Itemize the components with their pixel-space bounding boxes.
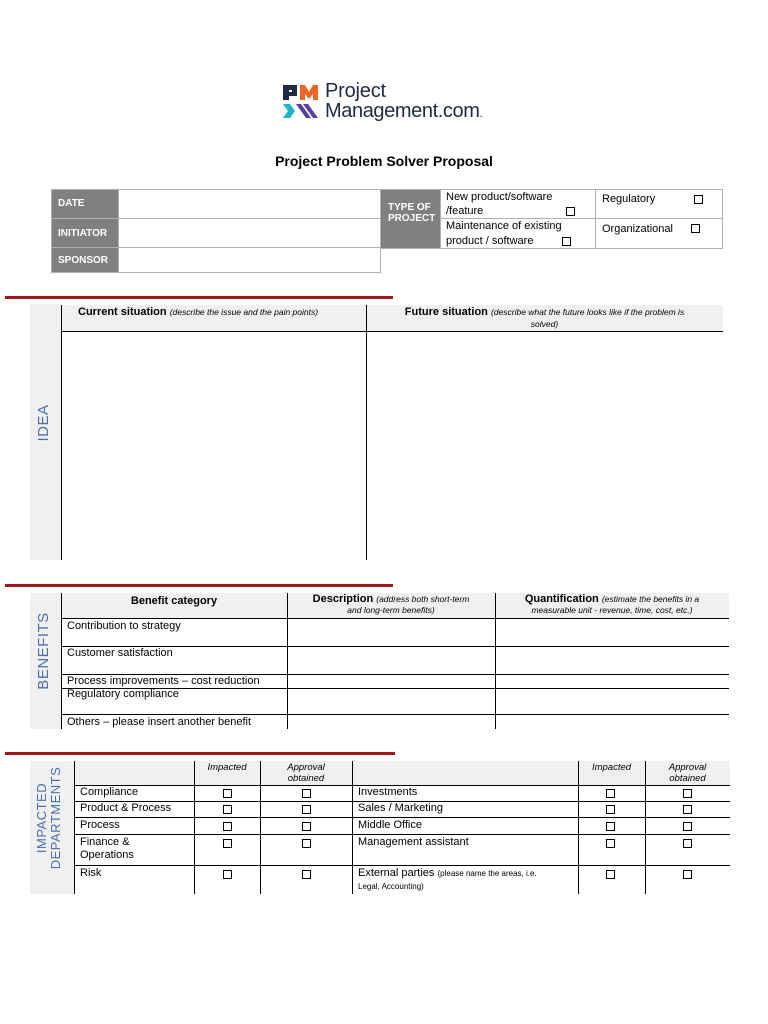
option-maintenance-label: Maintenance of existing — [446, 220, 562, 232]
logo-mark-icon — [281, 83, 321, 123]
middle-office-impacted-checkbox[interactable] — [606, 822, 615, 831]
logo-text-line2: Management.com. — [325, 100, 483, 122]
initiator-label-cell: INITIATOR — [51, 218, 119, 248]
dept-border — [194, 761, 195, 894]
dept-management-assistant: Management assistant — [358, 836, 469, 848]
compliance-impacted-checkbox[interactable] — [223, 789, 232, 798]
product-process-impacted-checkbox[interactable] — [223, 805, 232, 814]
option-new-product[interactable] — [440, 189, 596, 219]
dept-product-process: Product & Process — [80, 802, 172, 814]
approval-header-left: Approval obtained — [287, 762, 325, 784]
dept-border — [260, 761, 261, 894]
dept-compliance: Compliance — [80, 786, 139, 798]
sponsor-label-cell: SPONSOR — [51, 247, 119, 273]
option-regulatory[interactable] — [595, 189, 723, 219]
option-organizational-label: Organizational — [602, 223, 673, 235]
dept-row-border — [74, 834, 730, 835]
sales-marketing-approval-checkbox[interactable] — [683, 805, 692, 814]
quantification-header: Quantification (estimate the benefits in a measurable unit - revenue, time, cost, etc.) — [524, 593, 700, 615]
impacted-header-left: Impacted — [207, 762, 247, 773]
investments-approval-checkbox[interactable] — [683, 789, 692, 798]
sponsor-input[interactable] — [118, 247, 381, 273]
dept-finance-operations: Finance & Operations — [80, 836, 134, 861]
process-impacted-checkbox[interactable] — [223, 822, 232, 831]
external-parties-impacted-checkbox[interactable] — [606, 870, 615, 879]
benefits-row-border — [61, 714, 729, 715]
benefits-left-border — [61, 593, 62, 729]
initiator-input[interactable] — [118, 218, 381, 248]
dept-border — [352, 761, 353, 894]
dept-border — [645, 761, 646, 894]
future-situation-input[interactable] — [367, 332, 723, 560]
finance-operations-impacted-checkbox[interactable] — [223, 839, 232, 848]
section-rule-departments — [5, 752, 395, 755]
sales-marketing-impacted-checkbox[interactable] — [606, 805, 615, 814]
dept-process: Process — [80, 819, 120, 831]
external-parties-approval-checkbox[interactable] — [683, 870, 692, 879]
risk-impacted-checkbox[interactable] — [223, 870, 232, 879]
benefits-col-border-2 — [495, 593, 496, 729]
organizational-checkbox[interactable] — [691, 224, 700, 233]
option-organizational[interactable] — [595, 218, 723, 249]
description-header: Description (address both short-term and long-term benefits) — [312, 593, 470, 615]
idea-side-label: IDEA — [35, 404, 52, 442]
section-rule-idea — [5, 296, 393, 299]
date-label-cell: DATE — [51, 189, 119, 219]
benefit-row-customer: Customer satisfaction — [67, 647, 173, 659]
type-of-project-label-cell: TYPE OF PROJECT — [380, 189, 441, 249]
middle-office-approval-checkbox[interactable] — [683, 822, 692, 831]
benefit-row-process: Process improvements – cost reduction — [67, 675, 260, 687]
investments-impacted-checkbox[interactable] — [606, 789, 615, 798]
current-situation-input[interactable] — [62, 332, 366, 560]
risk-approval-checkbox[interactable] — [302, 870, 311, 879]
dept-external-parties: External parties (please name the areas, i.e. Legal, Accounting) — [358, 867, 537, 891]
option-maintenance-label-2: product / software — [446, 235, 534, 247]
product-process-approval-checkbox[interactable] — [302, 805, 311, 814]
new-product-checkbox[interactable] — [566, 207, 575, 216]
dept-border — [578, 761, 579, 894]
option-maintenance[interactable] — [440, 218, 596, 249]
benefits-side-label: BENEFITS — [35, 612, 52, 690]
date-input[interactable] — [118, 189, 381, 219]
process-approval-checkbox[interactable] — [302, 822, 311, 831]
benefits-row-border — [61, 618, 729, 619]
departments-side-label: IMPACTED DEPARTMENTS — [34, 766, 63, 870]
dept-border — [74, 761, 75, 894]
dept-investments: Investments — [358, 786, 418, 798]
dept-sales-marketing: Sales / Marketing — [358, 802, 443, 814]
option-new-product-label-2: /feature — [446, 205, 484, 217]
impacted-header-right: Impacted — [591, 762, 632, 773]
future-situation-header: Future situation (describe what the future looks like if the problem is solved) — [404, 306, 685, 329]
benefits-col-border-1 — [287, 593, 288, 729]
page-title: Project Problem Solver Proposal — [275, 153, 493, 169]
dept-middle-office: Middle Office — [358, 819, 422, 831]
dept-row-border — [74, 865, 730, 866]
section-rule-benefits — [5, 584, 393, 587]
benefit-row-others: Others – please insert another benefit — [67, 716, 252, 728]
regulatory-checkbox[interactable] — [694, 195, 703, 204]
maintenance-checkbox[interactable] — [562, 237, 571, 246]
option-regulatory-label: Regulatory — [602, 193, 656, 205]
dept-row-border — [74, 817, 730, 818]
option-new-product-label: New product/software — [446, 191, 553, 203]
logo — [281, 80, 501, 126]
benefit-row-regulatory: Regulatory compliance — [67, 688, 179, 700]
management-assistant-impacted-checkbox[interactable] — [606, 839, 615, 848]
management-assistant-approval-checkbox[interactable] — [683, 839, 692, 848]
compliance-approval-checkbox[interactable] — [302, 789, 311, 798]
approval-header-right: Approval obtained — [668, 762, 707, 784]
benefit-row-strategy: Contribution to strategy — [67, 620, 181, 632]
dept-risk: Risk — [80, 867, 102, 879]
logo-text-line1: Project — [325, 80, 386, 102]
current-situation-header: Current situation (describe the issue and the pain points) — [78, 306, 319, 318]
benefit-category-header: Benefit category — [130, 595, 218, 607]
finance-operations-approval-checkbox[interactable] — [302, 839, 311, 848]
